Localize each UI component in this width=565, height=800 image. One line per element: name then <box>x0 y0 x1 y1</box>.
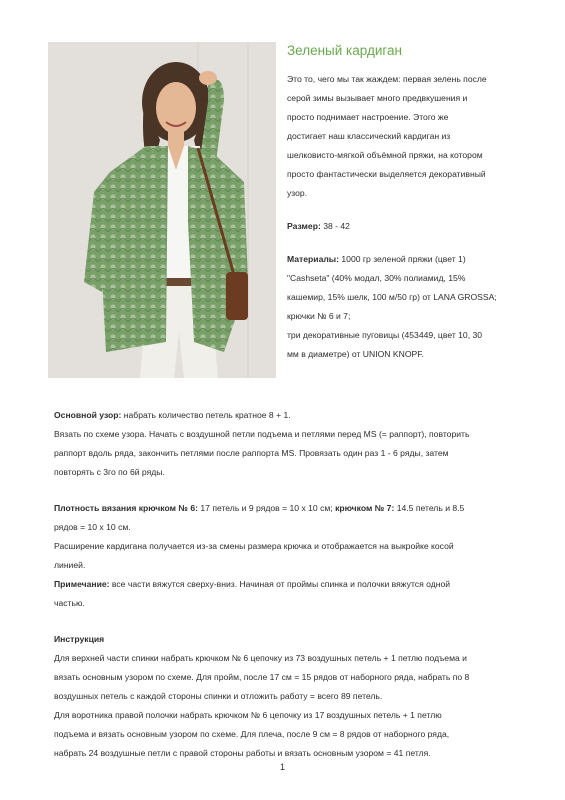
gauge-line: Расширение кардигана получается из-за смены размера крючка и отображается на выкройке косой <box>54 541 454 551</box>
gauge-text-hook6: 17 петель и 9 рядов = 10 х 10 см; <box>197 503 336 513</box>
materials-label: Материалы: <box>287 254 340 264</box>
note-first: все части вяжутся сверху-вниз. Начиная от проймы спинка и полочки вяжутся одной <box>109 579 451 589</box>
gauge-line: линией. <box>54 560 86 570</box>
article-title: Зеленый кардиган <box>287 43 402 58</box>
instruction-line: вязать основным узором по схеме. Для пройм, после 17 см = 15 рядов от наборного ряда, набрать по 8 <box>54 672 470 682</box>
pattern-line: повторять с 3го по 6й ряды. <box>54 467 165 477</box>
intro-line: просто фантастически выделяется декоративный <box>287 169 486 179</box>
size-line <box>287 217 527 236</box>
intro-line: серой зимы вызывает много предвкушения и <box>287 93 468 103</box>
size-label: Размер: <box>287 221 321 231</box>
note-label: Примечание: <box>54 579 110 589</box>
pattern-line: Вязать по схеме узора. Начать с воздушной петли подъема и петлями перед MS (= раппорт), повторить <box>54 429 470 439</box>
note-line: частью. <box>54 598 85 608</box>
intro-line: шелковисто-мягкой объёмной пряжи, на котором <box>287 150 483 160</box>
instruction-line: воздушных петель с каждой стороны спинки и отложить работу = всего 89 петель. <box>54 691 383 701</box>
gauge-label-hook7: крючком № 7: <box>335 503 395 513</box>
instructions-heading: Инструкция <box>54 634 105 644</box>
gauge-line: рядов = 10 х 10 см. <box>54 522 131 532</box>
materials-line: крючки № 6 и 7; <box>287 311 351 321</box>
intro-line: просто поднимает настроение. Этого же <box>287 112 449 122</box>
instruction-line: набрать 24 воздушные петли с правой стороны работы и вязать основным узором = 41 петля. <box>54 748 431 758</box>
intro-line: Это то, чего мы так жаждем: первая зелень после <box>287 74 487 84</box>
intro-line: достигает наш классический кардиган из <box>287 131 451 141</box>
instruction-line: подъема и вязать основным узором по схеме. Для плеча, после 9 см = 8 рядов от наборного ряда, <box>54 729 450 739</box>
intro-line: узор. <box>287 188 308 198</box>
gauge-line <box>54 499 514 518</box>
gauge-label-hook6: Плотность вязания крючком № 6: <box>54 503 198 513</box>
materials-first: 1000 гр зеленой пряжи (цвет 1) <box>339 254 466 264</box>
materials-line <box>287 250 527 269</box>
gauge-text-hook7: 14.5 петель и 8.5 <box>394 503 465 513</box>
instruction-line: Для воротника правой полочки набрать крючком № 6 цепочку из 17 воздушных петель + 1 петлю <box>54 710 442 720</box>
materials-line: мм в диаметре) от UNION KNOPF. <box>287 349 424 359</box>
model-photo <box>48 42 276 378</box>
pattern-first: набрать количество петель кратное 8 + 1. <box>121 410 291 420</box>
note-line <box>54 575 514 594</box>
pattern-label: Основной узор: <box>54 410 122 420</box>
pattern-line <box>54 406 514 425</box>
size-value: 38 - 42 <box>320 221 350 231</box>
materials-line: "Cashseta" (40% модал, 30% полиамид, 15% <box>287 273 466 283</box>
main-text <box>54 406 514 763</box>
instruction-line: Для верхней части спинки набрать крючком № 6 цепочку из 73 воздушных петель + 1 петлю подъема и <box>54 653 467 663</box>
page-number: 1 <box>279 762 285 772</box>
materials-line: три декоративные пуговицы (453449, цвет 10, 30 <box>287 330 483 340</box>
cardigan-illustration <box>48 42 276 378</box>
intro-section <box>287 42 527 364</box>
materials-line: кашемир, 15% шелк, 100 м/50 гр) от LANA GROSSA; <box>287 292 497 302</box>
pattern-line: раппорт вдоль ряда, закончить петлями после раппорта MS. Провязать один раз 1 - 6 ряды, затем <box>54 448 449 458</box>
